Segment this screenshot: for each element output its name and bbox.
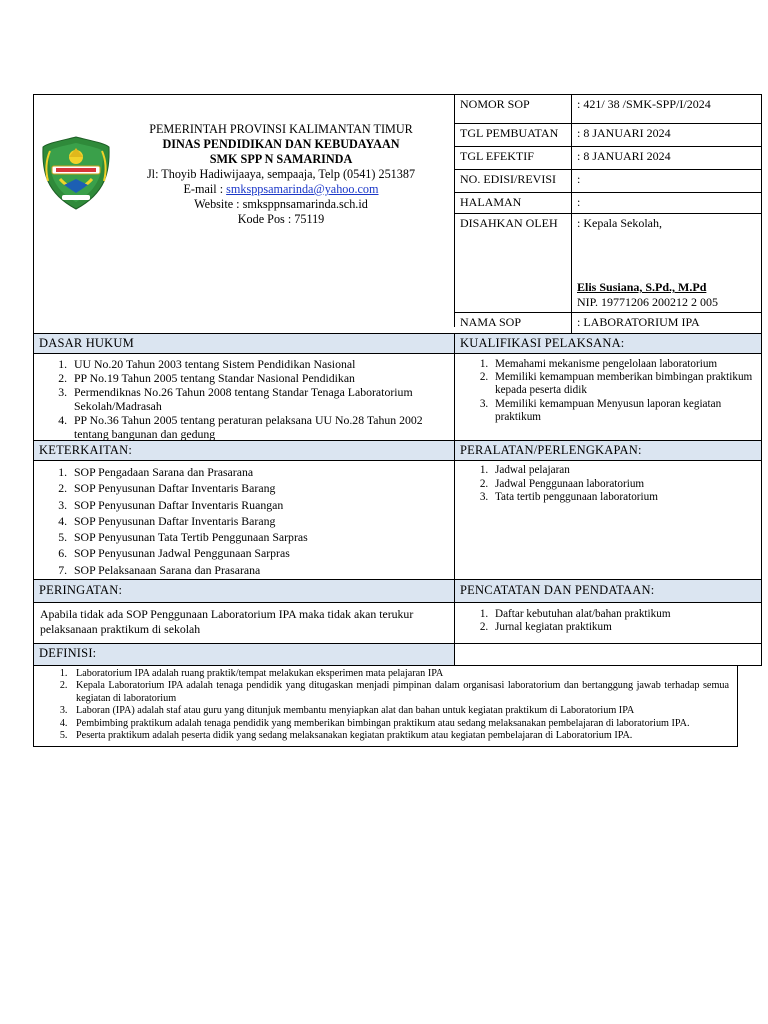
list-item: 1. SOP Pengadaan Sarana dan Prasarana [70, 464, 448, 480]
list-item: 3. Laboran (IPA) adalah staf atau guru yang ditunjuk membantu menyiapkan alat dan bahan untuk kegiatan praktikum di Laboratorium IPA [70, 705, 729, 717]
sop-document [33, 94, 762, 747]
list-item: 3. SOP Penyusunan Daftar Inventaris Ruangan [70, 497, 448, 513]
meta-row-edisi [455, 170, 761, 193]
meta-row-pembuatan [455, 124, 761, 147]
signer-nip: NIP. 19771206 200212 2 005 [577, 295, 719, 309]
list-item: 3. Tata tertib penggunaan laboratorium [491, 491, 755, 505]
address: Jl: Thoyib Hadiwijaaya, sempaaja, Telp (0541) 251387 [146, 167, 416, 181]
agency-name: DINAS PENDIDIKAN DAN KEBUDAYAAN [162, 137, 400, 151]
pencatatan-body [455, 603, 761, 643]
definisi-title: DEFINISI: [34, 644, 455, 665]
section-headers-4 [33, 644, 762, 666]
pencatatan-title: PENCATATAN DAN PENDATAAN: [455, 580, 761, 602]
list-item: 4. Pembimbing praktikum adalah tenaga pendidik yang memberikan bimbingan praktikum atau sedang melaksanakan pembelajaran di laboratorium IPA. [70, 718, 729, 730]
approver-role: : Kepala Sekolah, [577, 216, 662, 230]
list-item: 1. Jadwal pelajaran [491, 464, 755, 478]
sop-header [33, 94, 762, 334]
list-item: 2. Jurnal kegiatan praktikum [491, 621, 755, 634]
kualifikasi-title: KUALIFIKASI PELAKSANA: [455, 334, 761, 353]
meta-row-nomor [455, 95, 761, 124]
postal-code: Kode Pos : 75119 [237, 212, 325, 226]
section-body-2 [33, 461, 762, 580]
list-item: 2. Memiliki kemampuan memberikan bimbingan praktikum kepada peserta didik [491, 371, 755, 397]
list-item: 2. Kepala Laboratorium IPA adalah tenaga pendidik yang ditugaskan menjadi pimpinan dalam organisasi laboratorium dan bertanggung jawab terhadap semua kegiatan di laboratorium [70, 680, 729, 705]
list-item: 3. Permendiknas No.26 Tahun 2008 tentang Standar Tenaga Laboratorium Sekolah/Madrasah [70, 385, 448, 413]
meta-label: DISAHKAN OLEH [455, 214, 572, 312]
list-item: 4. PP No.36 Tahun 2005 tentang peraturan pelaksana UU No.28 Tahun 2002 tentang bangunan dan gedung [70, 413, 448, 441]
meta-label: NO. EDISI/REVISI [455, 170, 572, 192]
list-item: 2. PP No.19 Tahun 2005 tentang Standar Nasional Pendidikan [70, 371, 448, 385]
signer [577, 280, 756, 310]
gov-name: PEMERINTAH PROVINSI KALIMANTAN TIMUR [149, 122, 413, 136]
meta-value: : LABORATORIUM IPA [577, 315, 700, 329]
institution-block [34, 95, 455, 327]
meta-row-halaman [455, 193, 761, 214]
peralatan-list [455, 461, 761, 508]
meta-label: NAMA SOP [455, 313, 572, 333]
email-link[interactable]: smksppsamarinda@yahoo.com [226, 182, 379, 196]
meta-row-nama [455, 313, 761, 333]
provincial-emblem-icon [40, 135, 112, 211]
email-line [116, 182, 446, 197]
institution-text [116, 122, 446, 227]
list-item: 1. Memahami mekanisme pengelolaan laboratorium [491, 358, 755, 371]
list-item: 2. SOP Penyusunan Daftar Inventaris Barang [70, 480, 448, 496]
section-body-3 [33, 603, 762, 644]
keterkaitan-title: KETERKAITAN: [34, 441, 455, 460]
signature-block [577, 216, 756, 310]
school-name: SMK SPP N SAMARINDA [209, 152, 353, 166]
meta-value: : [577, 195, 581, 209]
meta-row-efektif [455, 147, 761, 170]
peringatan-title: PERINGATAN: [34, 580, 455, 602]
pencatatan-list [455, 603, 761, 637]
peralatan-body [455, 461, 761, 579]
list-item: 6. SOP Penyusunan Jadwal Penggunaan Sarpras [70, 545, 448, 561]
definisi-body [33, 666, 738, 747]
dasar-hukum-title: DASAR HUKUM [34, 334, 455, 353]
list-item: 1. UU No.20 Tahun 2003 tentang Sistem Pendidikan Nasional [70, 357, 448, 371]
meta-value [572, 214, 761, 312]
meta-value: : 8 JANUARI 2024 [577, 126, 671, 140]
section-headers-2 [33, 441, 762, 461]
meta-label: HALAMAN [455, 193, 572, 213]
section-headers-1 [33, 334, 762, 354]
list-item: 3. Memiliki kemampuan Menyusun laporan kegiatan praktikum [491, 398, 755, 424]
list-item: 1. Daftar kebutuhan alat/bahan praktikum [491, 608, 755, 621]
definisi-list [34, 666, 737, 746]
list-item: 1. Laboratorium IPA adalah ruang praktik/tempat melakukan eksperimen mata pelajaran IPA [70, 668, 729, 680]
meta-table [455, 95, 761, 333]
list-item: 4. SOP Penyusunan Daftar Inventaris Barang [70, 513, 448, 529]
keterkaitan-list [34, 461, 454, 581]
meta-label: NOMOR SOP [455, 95, 572, 123]
dasar-hukum-list [34, 354, 454, 444]
meta-value: : 8 JANUARI 2024 [577, 149, 671, 163]
list-item: 5. SOP Penyusunan Tata Tertib Penggunaan Sarpras [70, 529, 448, 545]
email-label: E-mail : [183, 182, 227, 196]
list-item: 2. Jadwal Penggunaan laboratorium [491, 478, 755, 492]
meta-label: TGL EFEKTIF [455, 147, 572, 169]
definisi-title-spacer [455, 644, 761, 665]
kualifikasi-list [455, 354, 761, 427]
section-headers-3 [33, 580, 762, 603]
section-body-1 [33, 354, 762, 441]
dasar-hukum-body [34, 354, 455, 440]
kualifikasi-body [455, 354, 761, 440]
website: Website : smksppnsamarinda.sch.id [194, 197, 368, 211]
meta-row-disahkan [455, 214, 761, 313]
peringatan-body [34, 603, 455, 643]
peringatan-text: Apabila tidak ada SOP Penggunaan Laboratorium IPA maka tidak akan terukur pelaksanaan praktikum di sekolah [40, 607, 414, 636]
list-item: 5. Peserta praktikum adalah peserta didik yang sedang melaksanakan kegiatan praktikum atau kegiatan pembelajaran di Laboratorium IPA. [70, 730, 729, 742]
list-item: 7. SOP Pelaksanaan Sarana dan Prasarana [70, 562, 448, 578]
signer-name: Elis Susiana, S.Pd., M.Pd [577, 280, 707, 294]
peralatan-title: PERALATAN/PERLENGKAPAN: [455, 441, 761, 460]
meta-value: : [577, 172, 581, 186]
meta-label: TGL PEMBUATAN [455, 124, 572, 146]
meta-value: : 421/ 38 /SMK-SPP/I/2024 [577, 97, 711, 111]
keterkaitan-body [34, 461, 455, 579]
